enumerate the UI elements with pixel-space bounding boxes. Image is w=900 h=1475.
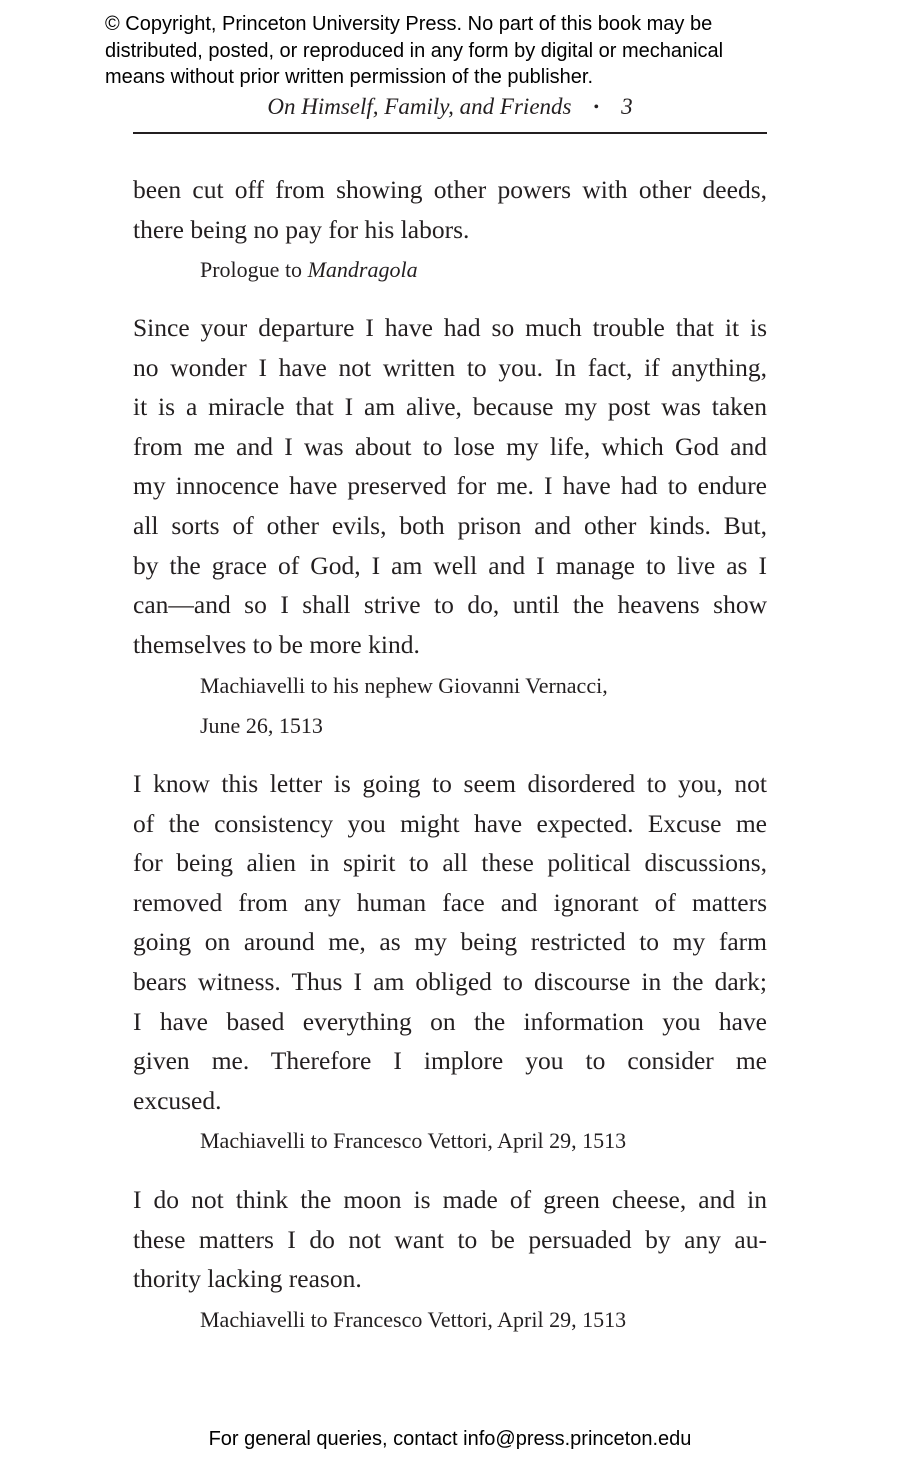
text-line: no wonder I have not written to you. In fact, if anything, [133,352,767,382]
text-line: these matters I do not want to be persuaded by any au- [133,1224,767,1254]
text-line: Since your departure I have had so much trouble that it is [133,313,767,342]
text-line: for being alien in spirit to all these political discussions, [133,848,767,878]
text-line: I know this letter is going to seem disordered to you, not [133,769,767,798]
attribution-line: Machiavelli to Francesco Vettori, April 29, 1513 [200,1307,627,1332]
footer-contact: For general queries, contact info@press.princeton.edu [208,1428,692,1450]
header-rule [133,132,767,134]
text-line: from me and I was about to lose my life, which God and [133,431,767,461]
running-head-title: On Himself, Family, and Friends [267,94,572,119]
text-line: I do not think the moon is made of green cheese, and in [133,1185,767,1214]
text-line: I have based everything on the information you have [133,1006,767,1036]
text-line: it is a miracle that I am alive, because my post was taken [133,392,767,422]
text-line: excused. [133,1085,222,1115]
attribution-title: Mandragola [307,257,418,282]
paragraph-1 [133,170,767,249]
attribution-1 [200,250,418,290]
text-line: removed from any human face and ignorant of matters [133,887,767,917]
text-line: my innocence have preserved for me. I have had to endure [133,471,767,501]
attribution-line: June 26, 1513 [200,713,323,738]
text-line: given me. Therefore I implore you to consider me [133,1046,767,1076]
text-line: there being no pay for his labors. [133,214,470,244]
text-line: of the consistency you might have expected. Excuse me [133,808,767,838]
text-line: by the grace of God, I am well and I manage to live as I [133,550,767,580]
paragraph-4 [133,1180,767,1299]
text-line: thority lacking reason. [133,1264,362,1294]
text-line: can—and so I shall strive to do, until the heavens show [133,590,767,620]
text-line: been cut off from showing other powers with other deeds, [133,175,767,204]
text-line: all sorts of other evils, both prison and other kinds. But, [133,510,767,540]
text-line: going on around me, as my being restricted to my farm [133,927,767,957]
paragraph-3 [133,764,767,1120]
text-line: bears witness. Thus I am obliged to discourse in the dark; [133,966,767,996]
copyright-line: © Copyright, Princeton University Press. No part of this book may be [105,13,713,35]
attribution-2 [200,666,608,746]
copyright-notice [105,11,723,91]
running-head [133,94,767,120]
attribution-4 [200,1300,626,1340]
bullet-separator: • [593,99,600,116]
copyright-line: means without prior written permission of the publisher. [105,66,594,88]
attribution-line: Machiavelli to Francesco Vettori, April 29, 1513 [200,1128,627,1153]
paragraph-2 [133,308,767,664]
attribution-line: Machiavelli to his nephew Giovanni Vernacci, [200,673,608,698]
copyright-line: distributed, posted, or reproduced in any form by digital or mechanical [105,39,724,62]
text-line: themselves to be more kind. [133,629,420,659]
attribution-prefix: Prologue to [200,257,308,282]
page-number: 3 [621,94,633,119]
attribution-3 [200,1121,626,1161]
